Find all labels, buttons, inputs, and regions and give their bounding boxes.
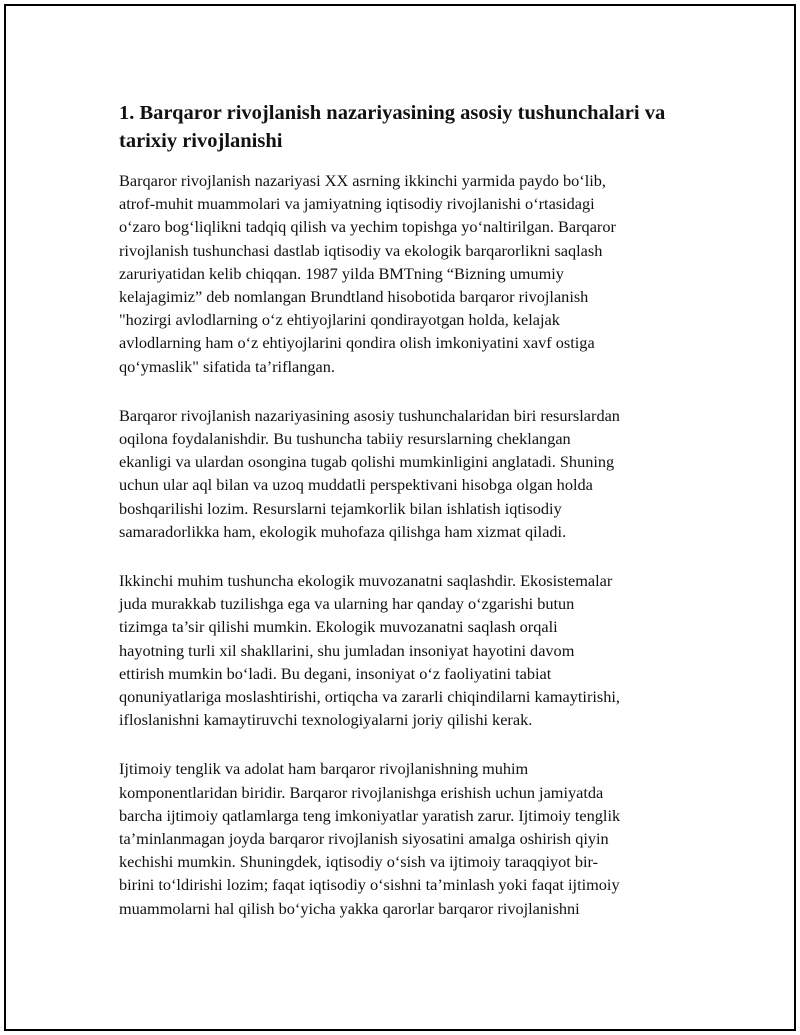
text-line: o‘zaro bog‘liqlikni tadqiq qilish va yechim topishga yo‘naltirilgan. Barqaror	[119, 217, 616, 237]
text-line: Barqaror rivojlanish nazariyasi XX asrning ikkinchi yarmida paydo bo‘lib,	[119, 171, 606, 190]
text-line: "hozirgi avlodlarning o‘z ehtiyojlarini qondirayotgan holda, kelajak	[119, 310, 560, 330]
text-line: rivojlanish tushunchasi dastlab iqtisodiy va ekologik barqarorlikni saqlash	[119, 240, 603, 260]
text-line: birini to‘ldirishi lozim; faqat iqtisodiy o‘sishni ta’minlash yoki faqat ijtimoiy	[119, 875, 620, 895]
text-line: juda murakkab tuzilishga ega va ularning har qanday o‘zgarishi butun	[119, 594, 575, 614]
heading-line: tarixiy rivojlanishi	[119, 130, 283, 152]
text-line: ifloslanishni kamaytiruvchi texnologiyalarni joriy qilishi kerak.	[119, 710, 533, 730]
text-line: uchun ular aql bilan va uzoq muddatli perspektivani hisobga olgan holda	[119, 475, 593, 495]
text-line: zaruriyatidan kelib chiqqan. 1987 yilda BMTning “Bizning umumiy	[119, 263, 564, 283]
text-line: komponentlaridan biridir. Barqaror rivojlanishga erishish uchun jamiyatda	[119, 782, 604, 802]
text-line: Ijtimoiy tenglik va adolat ham barqaror rivojlanishning muhim	[119, 759, 529, 779]
text-line: muammolarni hal qilish bo‘yicha yakka qarorlar barqaror rivojlanishni	[119, 898, 580, 918]
text-line: Ikkinchi muhim tushuncha ekologik muvozanatni saqlashdir. Ekosistemalar	[119, 571, 613, 591]
text-line: kelajagimiz” deb nomlangan Brundtland hisobotida barqaror rivojlanish	[119, 287, 589, 307]
text-line: hayotning turli xil shakllarini, shu jumladan insoniyat hayotini davom	[119, 640, 575, 660]
text-line: boshqarilishi lozim. Resurslarni tejamkorlik bilan ishlatish iqtisodiy	[119, 498, 562, 518]
text-line: kechishi mumkin. Shuningdek, iqtisodiy o‘sish va ijtimoiy taraqqiyot bir-	[119, 852, 599, 872]
page-frame	[4, 4, 796, 1031]
heading-line: 1. Barqaror rivojlanish nazariyasining asosiy tushunchalari va	[119, 102, 666, 124]
paragraph-2	[119, 404, 699, 543]
text-line: tizimga ta’sir qilishi mumkin. Ekologik muvozanatni saqlash orqali	[119, 617, 558, 637]
text-line: oqilona foydalanishdir. Bu tushuncha tabiiy resurslarning cheklangan	[119, 429, 571, 449]
paragraph-1	[119, 169, 699, 378]
text-line: qo‘ymaslik" sifatida ta’riflangan.	[119, 356, 335, 376]
text-line: ettirish mumkin bo‘ladi. Bu degani, insoniyat o‘z faoliyatini tabiat	[119, 663, 552, 683]
text-line: ta’minlanmagan joyda barqaror rivojlanish siyosatini amalga oshirish qiyin	[119, 829, 609, 849]
section-heading	[119, 99, 699, 155]
document-body	[119, 99, 699, 946]
paragraph-3	[119, 569, 699, 731]
text-line: qonuniyatlariga moslashtirishi, ortiqcha va zararli chiqindilarni kamaytirishi,	[119, 687, 620, 707]
text-line: samaradorlikka ham, ekologik muhofaza qilishga ham xizmat qiladi.	[119, 521, 567, 541]
text-line: barcha ijtimoiy qatlamlarga teng imkoniyatlar yaratish zarur. Ijtimoiy tenglik	[119, 805, 621, 825]
text-line: atrof-muhit muammolari va jamiyatning iqtisodiy rivojlanishi o‘rtasidagi	[119, 194, 595, 214]
text-line: Barqaror rivojlanish nazariyasining asosiy tushunchalaridan biri resurslardan	[119, 405, 620, 425]
paragraph-4	[119, 757, 699, 919]
text-line: ekanligi va ulardan osongina tugab qolishi mumkinligini anglatadi. Shuning	[119, 452, 615, 472]
text-line: avlodlarning ham o‘z ehtiyojlarini qondira olish imkoniyatini xavf ostiga	[119, 333, 595, 353]
